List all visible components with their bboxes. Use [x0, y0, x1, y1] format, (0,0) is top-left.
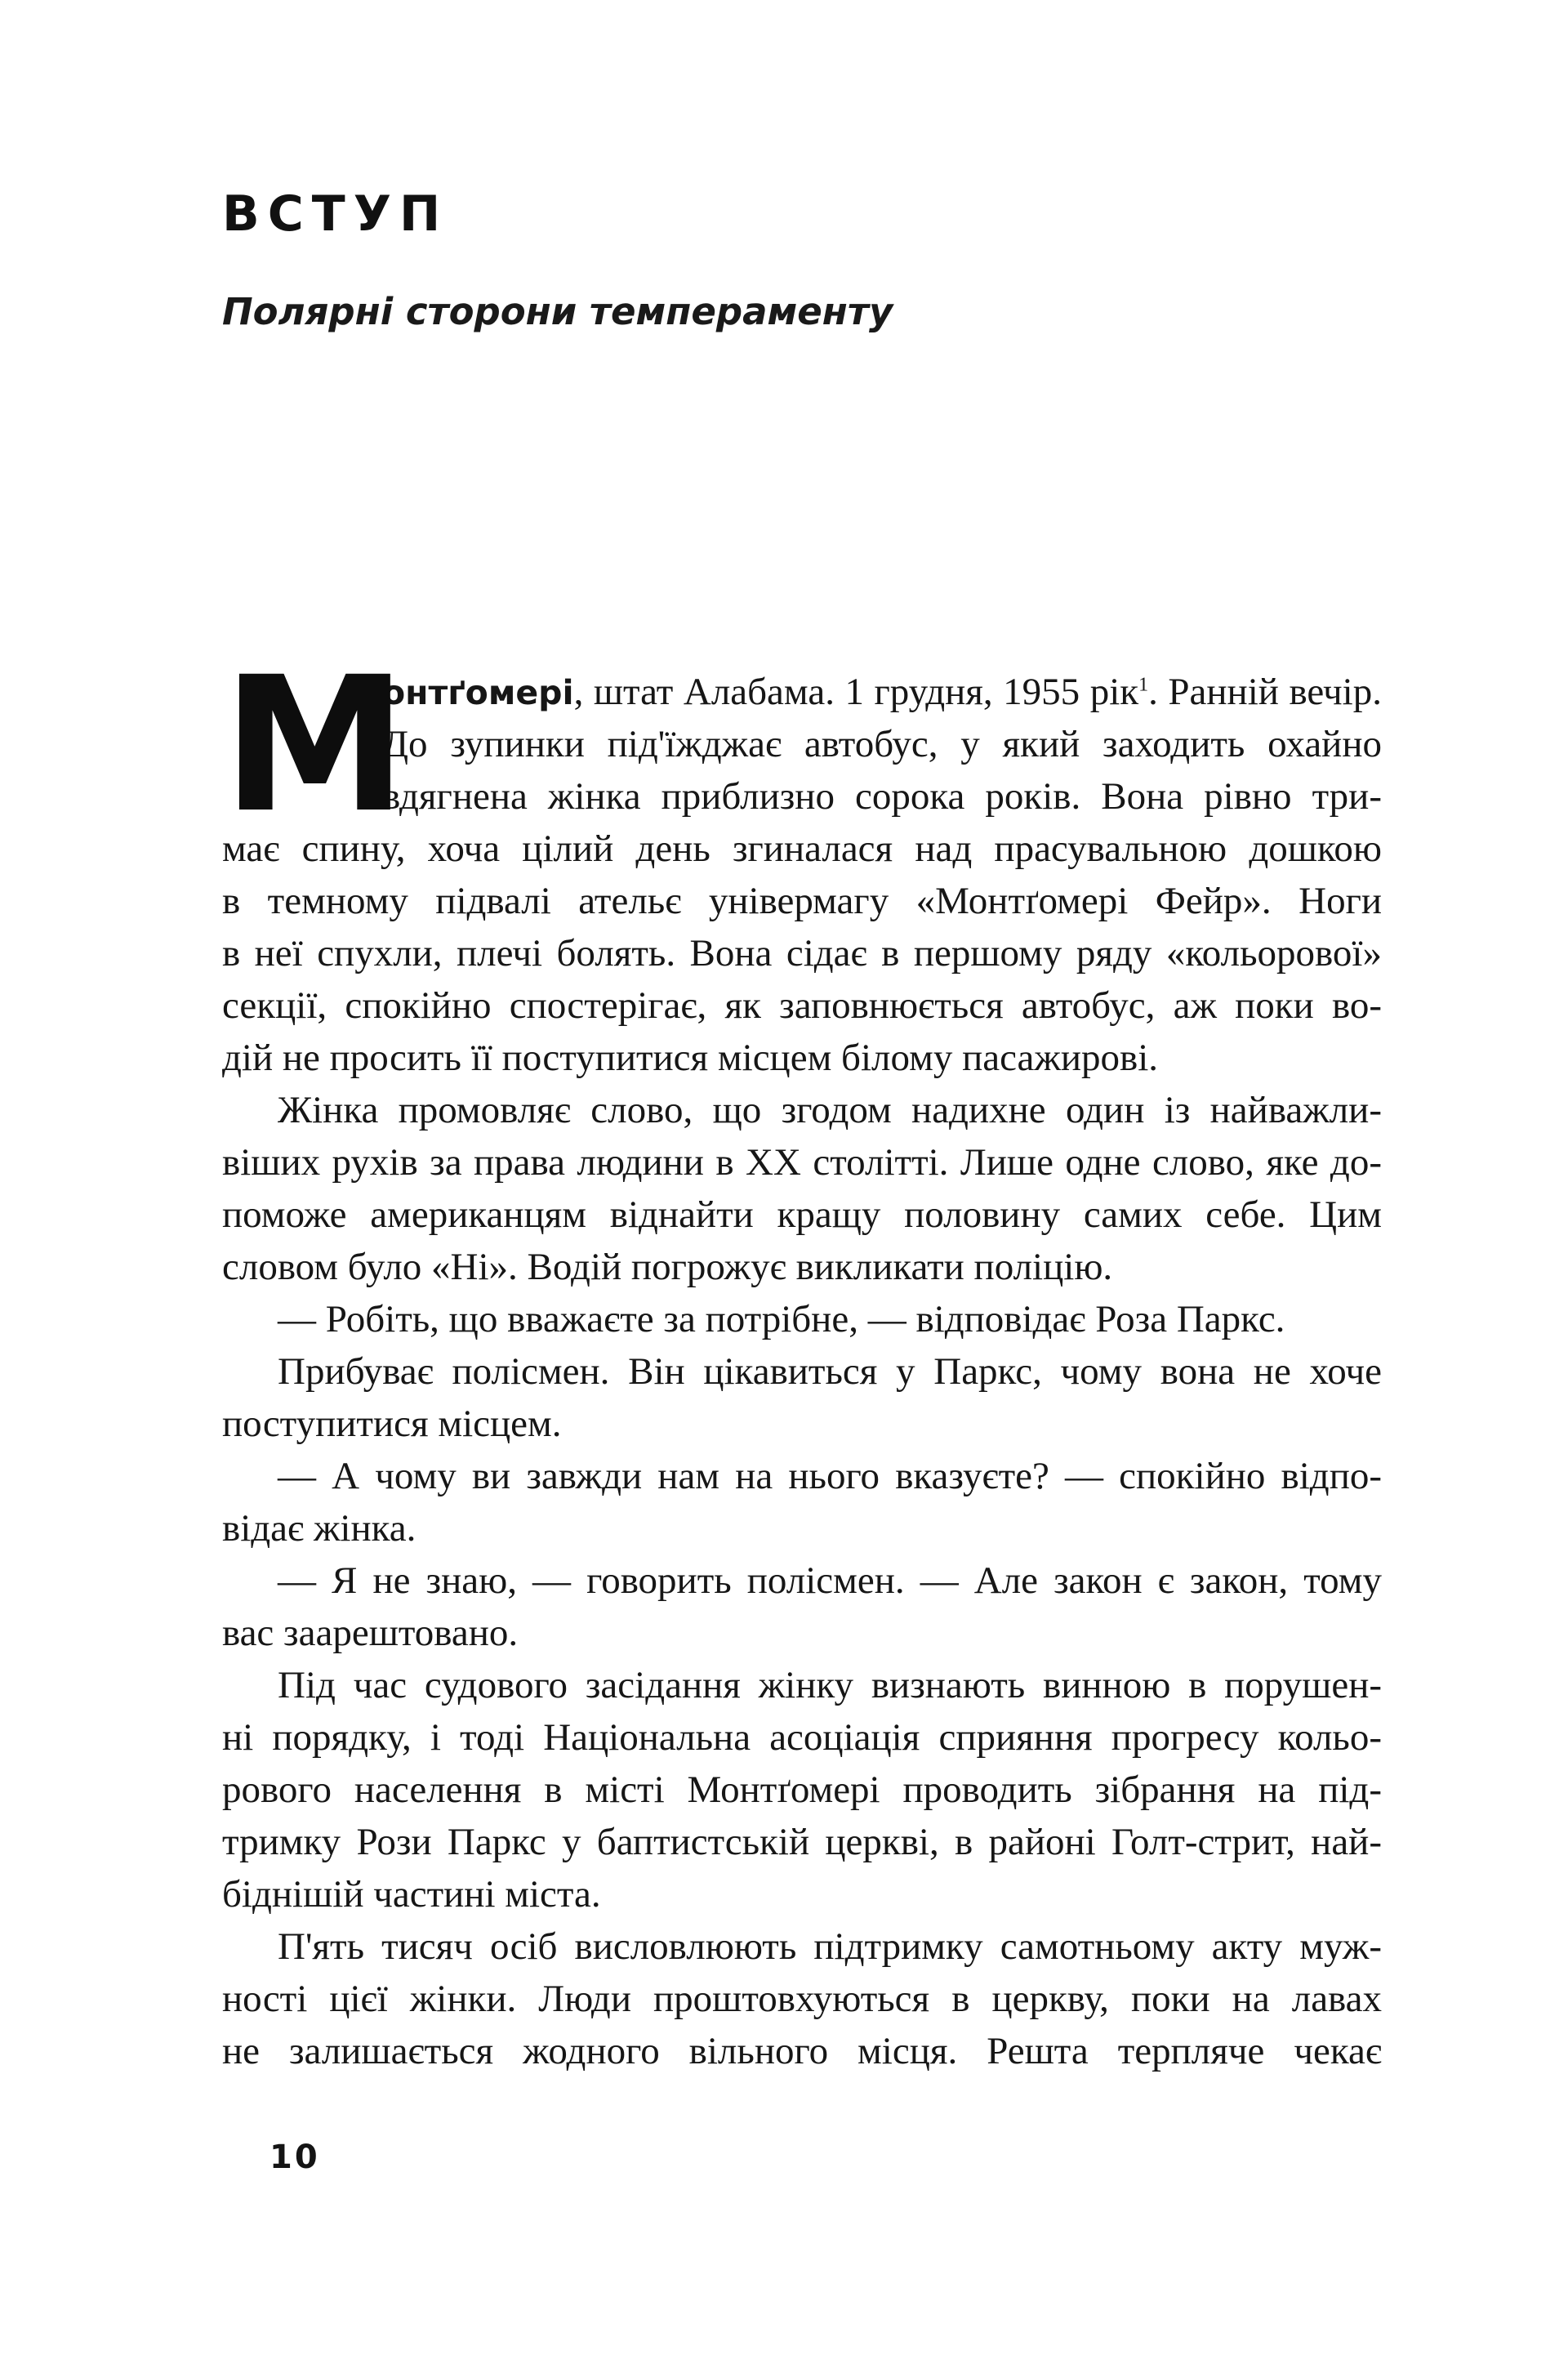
text-line: секції, спокійно спостерігає, як заповнюється автобус, аж поки во- — [222, 984, 1382, 1027]
text-line: П'ять тисяч осіб висловлюють підтримку самотньому акту муж- — [278, 1925, 1382, 1968]
text-line: словом було «Ні». Водій погрожує викликати поліцію. — [222, 1246, 1113, 1288]
text-line: — А чому ви завжди нам на нього вказуєте? — спокійно відпо- — [278, 1455, 1382, 1497]
text-line: — Робіть, що вважаєте за потрібне, — відповідає Роза Паркс. — [278, 1298, 1285, 1340]
text-line: біднішій частині міста. — [222, 1873, 601, 1916]
line-text: . Ранній вечір. — [1148, 671, 1382, 713]
text-line: Жінка промовляє слово, що згодом надихне один із найважли- — [278, 1089, 1382, 1131]
text-line: вдягнена жінка приблизно сорока років. Вона рівно три- — [382, 775, 1382, 818]
chapter-title: ВСТУП — [222, 185, 449, 243]
text-line: в неї спухли, плечі болять. Вона сідає в першому ряду «кольорової» — [222, 932, 1382, 975]
footnote-marker[interactable]: 1 — [1138, 674, 1149, 696]
text-line: поступитися місцем. — [222, 1403, 562, 1445]
paragraph — [222, 1345, 1382, 1450]
text-line: не залишається жодного вільного місця. Решта терпляче чекає — [222, 2030, 1382, 2072]
drop-cap-letter: М — [222, 636, 408, 854]
chapter-subtitle: Полярні сторони темпераменту — [222, 290, 893, 333]
body-text — [222, 636, 1382, 2077]
text-line: ні порядку, і тоді Національна асоціація сприяння прогресу кольо- — [222, 1716, 1382, 1759]
text-line: вас заарештовано. — [222, 1612, 519, 1654]
text-line: в темному підвалі ательє універмагу «Монтґомері Фейр». Ноги — [222, 880, 1382, 922]
text-line: відає жінка. — [222, 1507, 416, 1550]
text-line: — Я не знаю, — говорить полісмен. — Але закон є закон, тому — [278, 1559, 1382, 1602]
paragraph — [222, 1084, 1382, 1293]
lead-word: онтґомері — [382, 673, 574, 712]
text-line: поможе американцям віднайти кращу половину самих себе. Цим — [222, 1193, 1382, 1236]
text-line: Прибуває полісмен. Він цікавиться у Паркс, чому вона не хоче — [278, 1350, 1382, 1393]
text-line: ності цієї жінки. Люди проштовхуються в церкву, поки на лавах — [222, 1978, 1382, 2020]
text-line: Під час судового засідання жінку визнають винною в порушен- — [278, 1664, 1382, 1706]
text-line: До зупинки під'їжджає автобус, у який заходить охайно — [382, 723, 1382, 765]
paragraph — [222, 1554, 1382, 1659]
text-line: тримку Рози Паркс у баптистській церкві, в районі Голт-стрит, най- — [222, 1821, 1382, 1863]
line-text: , штат Алабама. 1 грудня, 1955 рік — [573, 671, 1139, 713]
paragraph — [222, 1293, 1382, 1345]
text-line: рового населення в місті Монтґомері проводить зібрання на під- — [222, 1768, 1382, 1811]
paragraph-opening — [222, 636, 1382, 1084]
paragraph — [222, 1450, 1382, 1554]
text-line: дій не просить її поступитися місцем білому пасажирові. — [222, 1037, 1159, 1079]
paragraph — [222, 1920, 1382, 2077]
page-number: 10 — [270, 2139, 320, 2176]
text-line: віших рухів за права людини в XX столітті. Лише одне слово, яке до- — [222, 1141, 1382, 1184]
text-line: має спину, хоча цілий день згиналася над прасувальною дошкою — [222, 827, 1382, 870]
paragraph — [222, 1659, 1382, 1920]
